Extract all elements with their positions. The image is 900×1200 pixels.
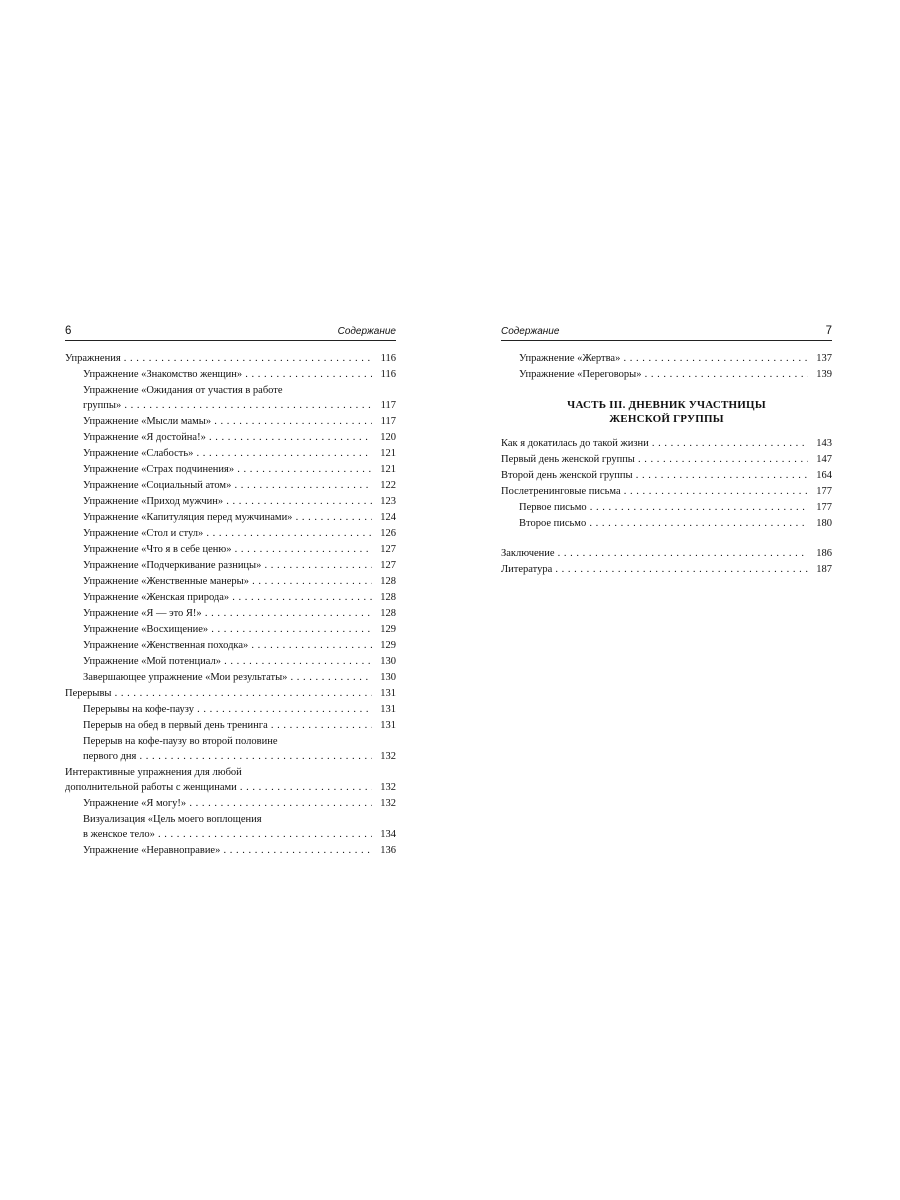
dot-leader <box>649 438 832 449</box>
toc-entry-title: Как я докатилась до такой жизни <box>501 438 649 449</box>
section-spacer <box>501 532 832 546</box>
toc-entry-page: 147 <box>808 452 832 467</box>
toc-entry-title: Упражнение «Женственная походка» <box>83 640 249 651</box>
toc-entry-page: 129 <box>372 622 396 637</box>
toc-entry-title: Упражнения <box>65 353 121 364</box>
toc-entry-title: Упражнение «Я достойна!» <box>83 432 206 443</box>
toc-entry-page: 117 <box>372 414 396 429</box>
toc-entry-title: Упражнение «Мысли мамы» <box>83 416 212 427</box>
dot-leader <box>186 798 396 809</box>
toc-entry <box>501 351 832 366</box>
dot-leader <box>111 688 396 699</box>
toc-entry-title-continued: дополнительной работы с женщинами <box>65 782 237 793</box>
toc-entry <box>65 686 396 701</box>
toc-entry <box>65 590 396 605</box>
toc-entry-title: Заключение <box>501 548 555 559</box>
toc-entry <box>65 510 396 525</box>
toc-entry-title-continued: группы» <box>83 400 122 411</box>
toc-entry-title: Упражнение «Мой потенциал» <box>83 656 221 667</box>
toc-entry-page: 128 <box>372 590 396 605</box>
toc-entry-title: Перерыв на обед в первый день тренинга <box>83 720 268 731</box>
toc-entry-page: 164 <box>808 468 832 483</box>
dot-leader <box>642 369 833 380</box>
toc-entry <box>501 468 832 483</box>
toc-entry <box>65 430 396 445</box>
toc-entry-page: 121 <box>372 446 396 461</box>
dot-leader <box>136 751 372 762</box>
toc-entry-page: 122 <box>372 478 396 493</box>
toc-entry-page: 132 <box>372 749 396 764</box>
toc-entry-title: Упражнение «Страх подчинения» <box>83 464 235 475</box>
dot-leader <box>620 353 832 364</box>
dot-leader <box>193 448 396 459</box>
toc-list-right-top <box>501 351 832 382</box>
dot-leader <box>203 528 396 539</box>
toc-entry-title: Визуализация «Цель моего воплощения <box>83 814 262 825</box>
toc-entry <box>65 478 396 493</box>
toc-entry-title: Упражнение «Женская природа» <box>83 592 230 603</box>
toc-entry-title: Упражнение «Восхищение» <box>83 624 209 635</box>
page-number: 7 <box>825 325 832 337</box>
toc-entry-page: 186 <box>808 546 832 561</box>
dot-leader <box>635 454 832 465</box>
toc-entry <box>65 812 396 842</box>
dot-leader <box>237 782 372 793</box>
toc-entry-title: Послетренинговые письма <box>501 486 621 497</box>
dot-leader <box>155 829 372 840</box>
toc-entry-title: Перерывы на кофе-паузу <box>83 704 194 715</box>
toc-entry <box>65 526 396 541</box>
dot-leader <box>555 548 832 559</box>
toc-entry <box>65 367 396 382</box>
dot-leader <box>211 416 396 427</box>
toc-entry-page: 131 <box>372 686 396 701</box>
dot-leader <box>121 400 372 411</box>
toc-entry <box>65 351 396 366</box>
toc-entry-page: 131 <box>372 702 396 717</box>
toc-entry-page: 128 <box>372 574 396 589</box>
toc-entry-title: Литература <box>501 564 553 575</box>
toc-entry-title: Упражнение «Я — это Я!» <box>83 608 202 619</box>
toc-entry <box>65 638 396 653</box>
toc-entry-page: 139 <box>808 367 832 382</box>
toc-entry-title: Упражнение «Ожидания от участия в работе <box>83 385 283 396</box>
running-title: Содержание <box>337 326 396 337</box>
toc-entry-title: Упражнение «Приход мужчин» <box>83 496 224 507</box>
right-page <box>501 324 832 578</box>
dot-leader <box>223 496 396 507</box>
toc-entry-page: 132 <box>372 780 396 795</box>
dot-leader <box>220 845 396 856</box>
toc-entry-title: Первое письмо <box>519 502 587 513</box>
toc-entry <box>501 562 832 577</box>
toc-entry-title: Упражнение «Социальный атом» <box>83 480 232 491</box>
dot-leader <box>221 656 396 667</box>
toc-entry-title: Упражнение «Неравноправие» <box>83 845 221 856</box>
toc-entry-title: Упражнение «Капитуляция перед мужчинами» <box>83 512 293 523</box>
toc-entry <box>65 494 396 509</box>
toc-entry-page: 127 <box>372 558 396 573</box>
toc-entry-page: 116 <box>372 351 396 366</box>
toc-entry-title: Первый день женской группы <box>501 454 635 465</box>
toc-entry <box>501 452 832 467</box>
toc-entry-page: 128 <box>372 606 396 621</box>
toc-entry <box>65 670 396 685</box>
toc-entry-title: Интерактивные упражнения для любой <box>65 767 242 778</box>
toc-entry-page: 136 <box>372 843 396 858</box>
toc-entry-title: Упражнение «Знакомство женщин» <box>83 369 243 380</box>
toc-entry <box>65 765 396 795</box>
toc-entry-title: Упражнение «Жертва» <box>519 353 621 364</box>
toc-entry-title: Упражнение «Слабость» <box>83 448 194 459</box>
toc-entry-title: Упражнение «Стол и стул» <box>83 528 204 539</box>
dot-leader <box>587 502 832 513</box>
toc-entry-title: Упражнение «Переговоры» <box>519 369 642 380</box>
toc-entry-title: Упражнение «Я могу!» <box>83 798 187 809</box>
toc-entry-page: 117 <box>372 398 396 413</box>
toc-entry <box>65 796 396 811</box>
dot-leader <box>202 608 396 619</box>
toc-entry-title: Второй день женской группы <box>501 470 633 481</box>
toc-entry-title: Упражнение «Подчеркивание разницы» <box>83 560 262 571</box>
toc-entry-page: 134 <box>372 827 396 842</box>
toc-entry-title: Перерыв на кофе-паузу во второй половине <box>83 736 278 747</box>
part-title <box>501 398 832 426</box>
toc-entry <box>65 718 396 733</box>
toc-entry-title: Упражнение «Женственные манеры» <box>83 576 249 587</box>
toc-entry <box>501 546 832 561</box>
toc-entry <box>501 436 832 451</box>
page-number: 6 <box>65 325 72 337</box>
toc-entry-page: 124 <box>372 510 396 525</box>
dot-leader <box>586 518 832 529</box>
dot-leader <box>194 704 396 715</box>
toc-entry-page: 127 <box>372 542 396 557</box>
toc-entry-page: 131 <box>372 718 396 733</box>
toc-entry <box>65 622 396 637</box>
toc-entry-title: Второе письмо <box>519 518 587 529</box>
dot-leader <box>121 353 396 364</box>
dot-leader <box>206 432 396 443</box>
toc-entry <box>65 574 396 589</box>
running-head-right <box>501 324 832 341</box>
toc-entry-page: 177 <box>808 484 832 499</box>
toc-entry <box>65 606 396 621</box>
toc-entry <box>65 843 396 858</box>
toc-entry <box>65 702 396 717</box>
toc-entry <box>501 500 832 515</box>
part-title-line-1: ЧАСТЬ III. ДНЕВНИК УЧАСТНИЦЫ <box>567 399 766 411</box>
toc-list-right-part <box>501 436 832 531</box>
toc-entry <box>501 367 832 382</box>
toc-entry <box>65 446 396 461</box>
toc-entry-title-continued: первого дня <box>83 751 137 762</box>
toc-entry-title: Перерывы <box>65 688 112 699</box>
toc-entry <box>501 516 832 531</box>
running-title: Содержание <box>501 326 560 337</box>
toc-list-left <box>65 351 396 858</box>
toc-entry <box>65 462 396 477</box>
toc-entry-page: 132 <box>372 796 396 811</box>
dot-leader <box>552 564 832 575</box>
toc-entry-page: 123 <box>372 494 396 509</box>
left-page <box>65 324 396 859</box>
toc-entry <box>501 484 832 499</box>
toc-entry <box>65 654 396 669</box>
toc-entry-page: 116 <box>372 367 396 382</box>
toc-entry <box>65 734 396 764</box>
toc-entry-page: 120 <box>372 430 396 445</box>
dot-leader <box>208 624 396 635</box>
toc-entry-title-continued: в женское тело» <box>83 829 155 840</box>
toc-entry <box>65 414 396 429</box>
dot-leader <box>621 486 832 497</box>
toc-entry-page: 121 <box>372 462 396 477</box>
toc-entry-page: 129 <box>372 638 396 653</box>
toc-list-right-end <box>501 546 832 577</box>
toc-entry-title: Упражнение «Что я в себе ценю» <box>83 544 232 555</box>
toc-entry <box>65 558 396 573</box>
toc-entry-title: Завершающее упражнение «Мои результаты» <box>83 672 288 683</box>
toc-entry-page: 126 <box>372 526 396 541</box>
toc-entry <box>65 383 396 413</box>
dot-leader <box>229 592 396 603</box>
toc-entry-page: 177 <box>808 500 832 515</box>
toc-entry-page: 137 <box>808 351 832 366</box>
toc-entry-page: 187 <box>808 562 832 577</box>
toc-entry <box>65 542 396 557</box>
running-head-left <box>65 324 396 341</box>
part-title-line-2: ЖЕНСКОЙ ГРУППЫ <box>609 413 724 425</box>
toc-entry-page: 130 <box>372 670 396 685</box>
toc-entry-page: 143 <box>808 436 832 451</box>
dot-leader <box>633 470 832 481</box>
toc-entry-page: 180 <box>808 516 832 531</box>
toc-entry-page: 130 <box>372 654 396 669</box>
